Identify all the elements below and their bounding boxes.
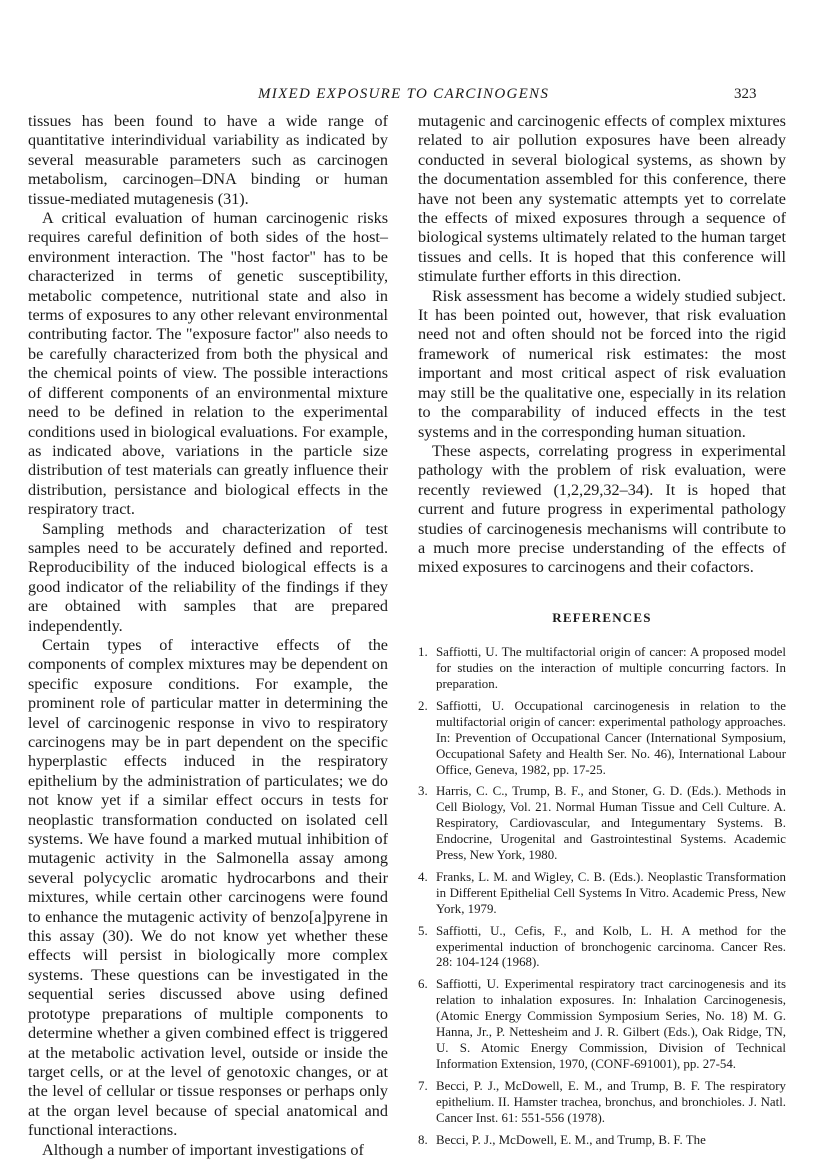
reference-number: 3. (418, 784, 428, 799)
paragraph: Risk assessment has become a widely studied subject. It has been pointed out, however, that risk evaluation need not and often should not be forced into the rigid framework of numerical risk estimates: the most important and most critical aspect of risk evaluation may still be the qualitative one, especially in its relation to the comparability of induced effects in the test systems and in the corresponding human situation. (418, 286, 786, 441)
right-column (418, 112, 786, 1154)
paragraph: Although a number of important investigations of (42, 1140, 364, 1159)
reference-text: Becci, P. J., McDowell, E. M., and Trump, B. F. The respiratory epithelium. II. Hamster trachea, bronchus, and bronchioles. J. Natl. Cancer Inst. 61: 551-556 (1978). (436, 1078, 786, 1125)
paragraph: tissues has been found to have a wide range of quantitative interindividual variability as indicated by several measurable parameters such as carcinogen metabolism, carcinogen–DNA binding or human tissue-mediated mutagenesis (31). (28, 112, 388, 208)
reference-item (418, 699, 786, 779)
reference-number: 1. (418, 645, 428, 660)
reference-number: 5. (418, 923, 428, 938)
running-title: MIXED EXPOSURE TO CARCINOGENS (258, 86, 550, 102)
reference-item (418, 924, 786, 972)
reference-number: 2. (418, 698, 428, 713)
reference-text: Becci, P. J., McDowell, E. M., and Trump, B. F. The (436, 1132, 706, 1147)
reference-text: Saffiotti, U., Cefis, F., and Kolb, L. H. A method for the experimental induction of bronchogenic carcinoma. Cancer Res. 28: 104-124 (1968). (436, 923, 786, 970)
reference-item (418, 1133, 786, 1149)
reference-number: 4. (418, 869, 428, 884)
reference-text: Saffiotti, U. Experimental respiratory tract carcinogenesis and its relation to inhalation exposures. In: Inhalation Carcinogenesis, (Atomic Energy Commission Symposium Series, No. 18) M. G. Hanna, Jr., P. Nettesheim and J. R. Gilbert (Eds.), Oak Ridge, TN, U. S. Atomic Energy Commission, Division of Technical Information Extension, 1970, (CONF-691001), pp. 27-54. (436, 977, 786, 1071)
reference-text: Saffiotti, U. The multifactorial origin of cancer: A proposed model for studies on the interaction of multiple concurring factors. In preparation. (436, 645, 786, 691)
paragraph: Certain types of interactive effects of the components of complex mixtures may be dependent on specific exposure conditions. For example, the prominent role of particular matter in determining the level of carcinogenic response in vivo to respiratory carcinogens may be in part dependent on the specific hyperplastic effects induced in the respiratory epithelium by the administration of particulates; we do not know yet if a similar effect occurs in tests for neoplastic transformation conducted on isolated cell systems. We have found a marked mutual inhibition of mutagenic activity in the Salmonella assay among several polycyclic aromatic hydrocarbons and their mixtures, while certain other carcinogens were found to enhance the mutagenic activity of benzo[a]pyrene in this assay (30). We do not know yet whether these effects will persist in biologically more complex systems. These questions can be investigated in the sequential series discussed above using defined prototype preparations of multiple components to determine whether a given combined effect is triggered at the metabolic activation level, outside or inside the target cells, or at the level of genotoxic changes, or at the level of cellular or tissue responses or perhaps only at the organ level because of special anatomical and functional interactions. (28, 635, 388, 1140)
page-number: 323 (734, 86, 757, 102)
reference-item (418, 977, 786, 1072)
reference-item (418, 870, 786, 918)
paragraph: Sampling methods and characterization of test samples need to be accurately defined and reported. Reproducibility of the induced biological effects is a good indicator of the reliability of the findings if they are obtained with samples that are prepared independently. (28, 519, 388, 635)
page-header (0, 84, 816, 108)
reference-number: 6. (418, 977, 428, 992)
references-heading: REFERENCES (552, 609, 652, 625)
references-list (418, 645, 786, 1148)
reference-text: Franks, L. M. and Wigley, C. B. (Eds.). Neoplastic Transformation in Different Epithelial Cell Systems In Vitro. Academic Press, New York, 1979. (436, 869, 786, 916)
left-column (28, 112, 388, 1160)
reference-number: 8. (418, 1132, 428, 1147)
reference-item (418, 645, 786, 693)
reference-number: 7. (418, 1078, 428, 1093)
paragraph: These aspects, correlating progress in experimental pathology with the problem of risk evaluation, were recently reviewed (1,2,29,32–34). It is hoped that current and future progress in experimental pathology studies of carcinogenesis mechanisms will contribute to a much more precise understanding of the effects of mixed exposures to carcinogens and their cofactors. (418, 441, 786, 577)
paragraph: A critical evaluation of human carcinogenic risks requires careful definition of both sides of the host–environment interaction. The "host factor" has to be characterized in terms of genetic susceptibility, metabolic competence, nutritional state and also in terms of exposures to any other relevant environmental contributing factor. The "exposure factor" also needs to be carefully characterized from both the physical and the chemical points of view. The possible interactions of different components of an environmental mixture need to be defined in relation to the experimental conditions used in biological evaluations. For example, as indicated above, variations in the particle size distribution of test materials can greatly influence their distribution, persistance and biological effects in the respiratory tract. (28, 209, 388, 519)
paragraph: mutagenic and carcinogenic effects of complex mixtures related to air pollution exposures have been already conducted in several biological systems, as shown by the documentation assembled for this conference, there have not been any systematic attempts yet to correlate the effects of mixed exposures through a sequence of biological systems ultimately related to the human target tissues and cells. It is hoped that this conference will stimulate further efforts in this direction. (418, 112, 786, 286)
reference-text: Saffiotti, U. Occupational carcinogenesis in relation to the multifactorial origin of cancer: experimental pathology approaches. In: Prevention of Occupational Cancer (International Symposium, Occupational Safety and Health Ser. No. 46), International Labour Office, Geneva, 1982, pp. 17-25. (436, 698, 786, 777)
reference-item (418, 784, 786, 864)
reference-item (418, 1079, 786, 1127)
reference-text: Harris, C. C., Trump, B. F., and Stoner, G. D. (Eds.). Methods in Cell Biology, Vol. 21. Normal Human Tissue and Cell Culture. A. Respiratory, Cardiovascular, and Integumentary Systems. B. Endocrine, Urogenital and Gastrointestinal Systems. Academic Press, New York, 1980. (436, 784, 786, 863)
